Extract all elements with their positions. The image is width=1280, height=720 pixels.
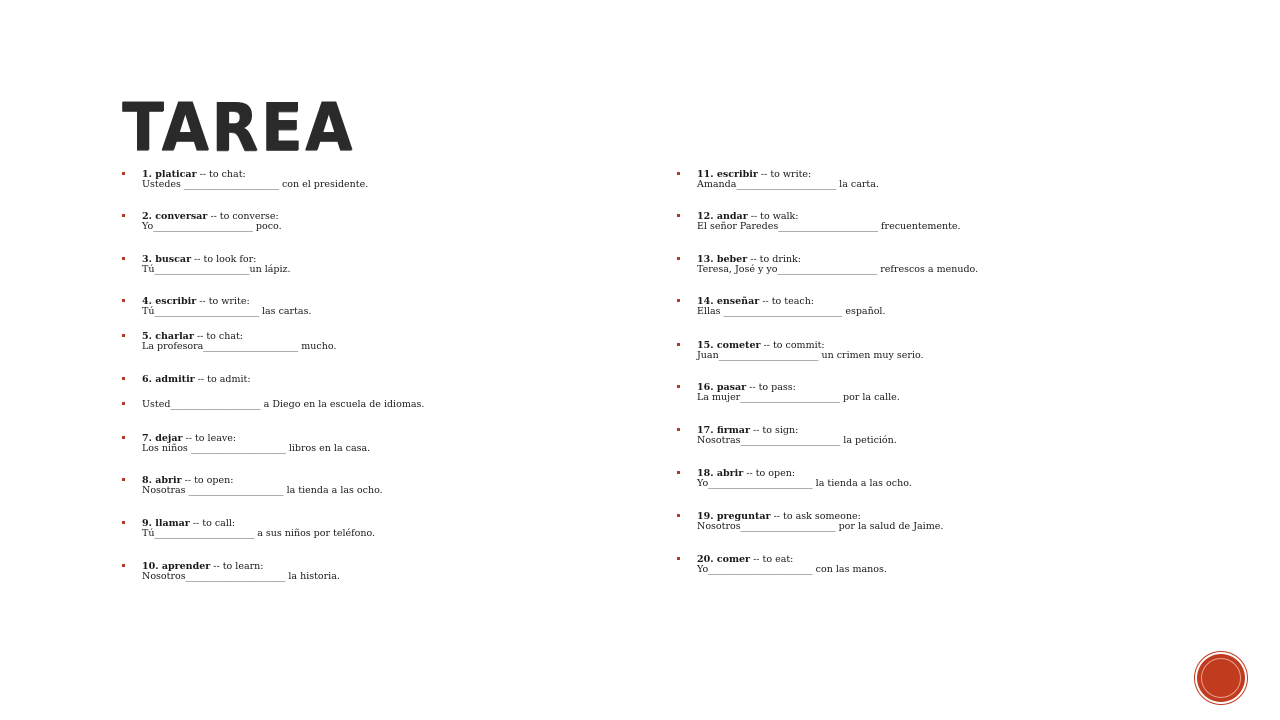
badge-ring xyxy=(1201,658,1241,698)
slide-title: TAREA xyxy=(122,89,355,166)
verb-number: 15. cometer xyxy=(697,340,761,351)
fill-in-sentence: Nosotros____________________ por la salud de Jaime. xyxy=(697,521,944,532)
verb-number: 18. abrir xyxy=(697,468,744,479)
verb-number: 4. escribir xyxy=(142,296,197,307)
verb-meaning: -- to open: xyxy=(743,468,796,479)
exercise-item xyxy=(142,375,662,385)
verb-meaning: -- to converse: xyxy=(207,211,279,222)
exercise-item xyxy=(697,212,1217,232)
fill-in-sentence: Nosotros_____________________ la historia. xyxy=(142,571,340,582)
verb-meaning: -- to look for: xyxy=(191,254,257,265)
verb-number: 12. andar xyxy=(697,211,748,222)
verb-meaning: -- to walk: xyxy=(747,211,799,222)
fill-in-sentence: Usted___________________ a Diego en la escuela de idiomas. xyxy=(142,399,425,410)
exercise-item xyxy=(697,555,1217,575)
exercise-item xyxy=(142,332,662,352)
bullet-icon xyxy=(677,343,680,346)
verb-number: 8. abrir xyxy=(142,475,182,486)
exercise-item xyxy=(142,170,662,190)
bullet-icon xyxy=(677,385,680,388)
verb-meaning: -- to teach: xyxy=(759,296,815,307)
bullet-icon xyxy=(122,377,125,380)
bullet-icon xyxy=(122,257,125,260)
bullet-icon xyxy=(677,257,680,260)
exercise-item xyxy=(697,170,1217,190)
verb-meaning: -- to pass: xyxy=(746,382,796,393)
fill-in-sentence: Tú_____________________ a sus niños por teléfono. xyxy=(142,528,376,539)
fill-in-sentence: Nosotras ____________________ la tienda a las ocho. xyxy=(142,485,383,496)
verb-number: 14. enseñar xyxy=(697,296,760,307)
fill-in-sentence: Juan_____________________ un crimen muy serio. xyxy=(697,350,924,361)
exercise-item xyxy=(697,383,1217,403)
exercise-item xyxy=(142,562,662,582)
fill-in-sentence: Nosotras_____________________ la petición. xyxy=(697,435,897,446)
fill-in-sentence: Yo______________________ con las manos. xyxy=(697,564,887,575)
bullet-icon xyxy=(122,214,125,217)
bullet-icon xyxy=(122,334,125,337)
bullet-icon xyxy=(677,299,680,302)
fill-in-sentence: Ustedes ____________________ con el presidente. xyxy=(142,179,369,190)
bullet-icon xyxy=(122,478,125,481)
verb-number: 19. preguntar xyxy=(697,511,771,522)
fill-in-sentence: Yo_____________________ poco. xyxy=(142,221,282,232)
verb-number: 20. comer xyxy=(697,554,751,565)
bullet-icon xyxy=(122,299,125,302)
verb-number: 7. dejar xyxy=(142,433,183,444)
exercise-item xyxy=(697,426,1217,446)
exercise-item xyxy=(142,212,662,232)
verb-meaning: -- to sign: xyxy=(749,425,799,436)
fill-in-sentence: Los niños ____________________ libros en la casa. xyxy=(142,443,371,454)
exercise-item xyxy=(697,469,1217,489)
fill-in-sentence: Yo______________________ la tienda a las ocho. xyxy=(697,478,912,489)
verb-number: 10. aprender xyxy=(142,561,211,572)
exercise-item xyxy=(142,476,662,496)
verb-number: 9. llamar xyxy=(142,518,190,529)
fill-in-sentence: Tú____________________un lápiz. xyxy=(142,264,291,275)
verb-meaning: -- to leave: xyxy=(182,433,237,444)
verb-number: 3. buscar xyxy=(142,254,192,265)
verb-meaning: -- to open: xyxy=(181,475,234,486)
verb-number: 17. firmar xyxy=(697,425,750,436)
exercise-item xyxy=(142,434,662,454)
verb-meaning: -- to chat: xyxy=(196,169,246,180)
bullet-icon xyxy=(677,471,680,474)
bullet-icon xyxy=(122,402,125,405)
bullet-icon xyxy=(122,521,125,524)
verb-number: 5. charlar xyxy=(142,331,194,342)
fill-in-sentence: La profesora____________________ mucho. xyxy=(142,341,337,352)
exercise-item xyxy=(142,297,662,317)
verb-meaning: -- to write: xyxy=(757,169,812,180)
fill-in-sentence: El señor Paredes_____________________ frecuentemente. xyxy=(697,221,961,232)
exercise-item xyxy=(142,519,662,539)
bullet-icon xyxy=(122,436,125,439)
verb-meaning: -- to commit: xyxy=(760,340,825,351)
verb-number: 6. admitir xyxy=(142,374,195,385)
bullet-icon xyxy=(677,557,680,560)
exercise-item xyxy=(697,297,1217,317)
verb-number: 1. platicar xyxy=(142,169,197,180)
exercise-item xyxy=(697,341,1217,361)
bullet-icon xyxy=(677,514,680,517)
verb-meaning: -- to chat: xyxy=(193,331,243,342)
bullet-icon xyxy=(122,564,125,567)
exercise-item xyxy=(697,255,1217,275)
verb-meaning: -- to ask someone: xyxy=(770,511,861,522)
fill-in-sentence: La mujer_____________________ por la calle. xyxy=(697,392,900,403)
verb-meaning: -- to eat: xyxy=(750,554,794,565)
bullet-icon xyxy=(122,172,125,175)
exercise-item xyxy=(142,255,662,275)
verb-definition xyxy=(142,375,662,385)
fill-in-sentence: Teresa, José y yo_____________________ refrescos a menudo. xyxy=(697,264,979,275)
bullet-icon xyxy=(677,428,680,431)
verb-meaning: -- to admit: xyxy=(194,374,251,385)
exercise-item xyxy=(697,512,1217,532)
fill-in-sentence: Ellas _________________________ español. xyxy=(697,306,886,317)
verb-number: 11. escribir xyxy=(697,169,758,180)
verb-meaning: -- to call: xyxy=(189,518,236,529)
verb-meaning: -- to drink: xyxy=(747,254,801,265)
verb-meaning: -- to write: xyxy=(196,296,250,307)
bullet-icon xyxy=(677,214,680,217)
verb-number: 13. beber xyxy=(697,254,748,265)
fill-in-sentence: Tú______________________ las cartas. xyxy=(142,306,312,317)
exercise-item xyxy=(142,400,662,410)
fill-in-sentence: Amanda_____________________ la carta. xyxy=(697,179,879,190)
verb-number: 2. conversar xyxy=(142,211,208,222)
verb-number: 16. pasar xyxy=(697,382,747,393)
bullet-icon xyxy=(677,172,680,175)
slide-number-badge xyxy=(1197,654,1245,702)
verb-meaning: -- to learn: xyxy=(210,561,264,572)
